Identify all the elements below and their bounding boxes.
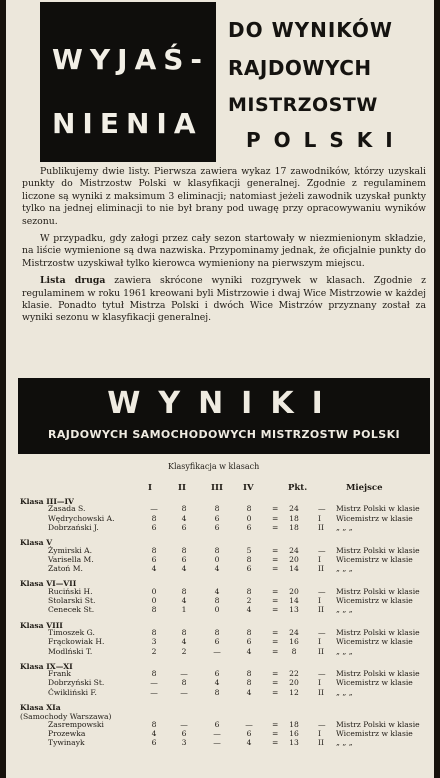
score-cell: 8 [246, 678, 252, 688]
score-cell: 2 [151, 646, 157, 656]
score-cell: 8 [151, 627, 157, 637]
place-cell: — [318, 669, 326, 679]
class-label: Klasa XIa [20, 703, 61, 712]
points-cell: 13 [289, 605, 299, 615]
place-cell: — [318, 719, 326, 729]
equals-sign: = [272, 627, 279, 637]
score-cell: 4 [246, 605, 252, 615]
equals-sign: = [272, 545, 279, 555]
driver-name: Prozewka [48, 728, 86, 738]
driver-name: Stolarski St. [48, 596, 96, 605]
place-cell: I [318, 596, 321, 605]
driver-name: Timoszek G. [48, 627, 95, 637]
score-cell: 2 [181, 646, 187, 656]
score-cell: 8 [151, 605, 157, 615]
magazine-page [6, 0, 434, 778]
score-cell: — [150, 504, 158, 514]
equals-sign: = [272, 646, 279, 656]
score-cell: 4 [181, 513, 187, 523]
driver-name: Frank [48, 669, 71, 679]
driver-name: Zatoń M. [48, 564, 83, 574]
place-cell: — [318, 627, 326, 637]
driver-name: Żymirski A. [48, 545, 93, 555]
place-cell: I [318, 513, 321, 523]
title-note: Wicemistrz w klasie [336, 728, 413, 738]
title-note: Mistrz Polski w klasie [336, 545, 420, 555]
score-cell: 3 [181, 738, 187, 748]
equals-sign: = [272, 637, 279, 647]
points-cell: 24 [289, 504, 299, 514]
place-cell: — [318, 504, 326, 514]
class-label: Klasa VI—VII [20, 579, 77, 589]
banner-title: WYNIKI [107, 386, 341, 421]
col-header-5: Pkt. [288, 483, 308, 493]
header-left-line1: WYJAŚ- [52, 43, 210, 76]
equals-sign: = [272, 728, 279, 738]
equals-sign: = [272, 738, 279, 748]
score-cell: 8 [214, 596, 220, 605]
intro-paragraph-3-bold: Lista druga [40, 275, 106, 287]
equals-sign: = [272, 605, 279, 615]
points-cell: 13 [289, 738, 299, 748]
score-cell: — [213, 646, 221, 656]
driver-name: Wędrychowski A. [48, 513, 115, 523]
place-cell: I [318, 678, 321, 688]
driver-name: Ćwikliński F. [48, 687, 97, 697]
score-cell: 6 [181, 728, 187, 738]
score-cell: 6 [214, 669, 220, 679]
points-cell: 24 [289, 545, 299, 555]
intro-paragraph-2: W przypadku, gdy załogi przez cały sezon startowały w niezmienionym składzie, na liście wymienione są dwa nazwiska. Przypominamy jednak, że oficjalnie punkty do Mistrzostw uzyskiwał tylko kierowca wymieniony na pierwszym miejscu. [22, 233, 426, 269]
points-cell: 20 [289, 586, 299, 596]
score-cell: 6 [151, 522, 157, 532]
results-table [6, 0, 434, 778]
title-note: „ „ „ [336, 605, 353, 615]
score-cell: 8 [181, 627, 187, 637]
title-note: „ „ „ [336, 646, 353, 656]
score-cell: 0 [214, 554, 220, 564]
col-header-1: I [148, 483, 152, 493]
score-cell: 4 [151, 728, 157, 738]
score-cell: 2 [246, 596, 252, 605]
score-cell: 8 [214, 687, 220, 697]
score-cell: 6 [246, 564, 252, 574]
place-cell: — [318, 586, 326, 596]
points-cell: 22 [289, 669, 299, 679]
score-cell: 8 [214, 504, 220, 514]
class-label: Klasa IX—XI [20, 661, 73, 671]
score-cell: 6 [246, 728, 252, 738]
driver-name: Ruciński H. [48, 586, 93, 596]
driver-name: Dobrzyński St. [48, 678, 105, 688]
score-cell: 6 [151, 554, 157, 564]
title-note: „ „ „ [336, 564, 353, 574]
points-cell: 18 [289, 522, 299, 532]
title-note: Mistrz Polski w klasie [336, 586, 420, 596]
score-cell: 4 [246, 646, 252, 656]
points-cell: 20 [289, 554, 299, 564]
score-cell: 4 [151, 564, 157, 574]
class-label: Klasa V [20, 538, 53, 548]
intro-paragraph-3-rest: zawiera skrócone wyniki rozgrywek w klasach. Zgodnie z regulaminem w roku 1961 kreowani byli Mistrzowie i dwaj Wice Mistrzowie w każdej klasie. Ponadto tytuł Mistrza Polski i dwóch Wice Mistrzów przyznany został za wyniki sezonu w klasyfikacji generalnej. [22, 275, 426, 324]
class-sublabel: (Samochody Warszawa) [20, 712, 112, 722]
points-cell: 14 [289, 564, 299, 574]
header-right-line1: DO WYNIKÓW [228, 18, 393, 42]
header-right-line4: POLSKI [246, 128, 406, 152]
equals-sign: = [272, 669, 279, 679]
points-cell: 12 [289, 687, 299, 697]
driver-name: Varisella M. [48, 554, 94, 564]
place-cell: I [318, 637, 321, 647]
title-note: Wicemistrz w klasie [336, 678, 413, 688]
place-cell: — [318, 545, 326, 555]
score-cell: — [180, 669, 188, 679]
score-cell: 6 [214, 513, 220, 523]
score-cell: 0 [246, 513, 252, 523]
title-note: Wicemistrz w klasie [336, 513, 413, 523]
table-group-header: Klasyfikacja w klasach [168, 462, 260, 471]
score-cell: 8 [151, 545, 157, 555]
points-cell: 18 [289, 513, 299, 523]
header-left-line2: NIENIA [52, 107, 203, 140]
title-note: Mistrz Polski w klasie [336, 719, 420, 729]
score-cell: 1 [181, 605, 187, 615]
score-cell: 8 [246, 627, 252, 637]
score-cell: 8 [181, 545, 187, 555]
score-cell: 8 [246, 554, 252, 564]
equals-sign: = [272, 586, 279, 596]
place-cell: II [318, 646, 324, 656]
points-cell: 8 [291, 646, 297, 656]
place-cell: II [318, 687, 324, 697]
equals-sign: = [272, 522, 279, 532]
score-cell: 4 [181, 596, 187, 605]
driver-name: Zasrempowski [48, 719, 104, 729]
col-header-3: III [211, 483, 223, 493]
score-cell: 4 [181, 564, 187, 574]
equals-sign: = [272, 719, 279, 729]
points-cell: 18 [289, 719, 299, 729]
score-cell: — [180, 687, 188, 697]
score-cell: 0 [151, 596, 157, 605]
driver-name: Dobrzański J. [48, 522, 99, 532]
score-cell: 3 [151, 637, 157, 647]
equals-sign: = [272, 504, 279, 514]
score-cell: 8 [151, 719, 157, 729]
score-cell: 8 [246, 669, 252, 679]
score-cell: 6 [181, 554, 187, 564]
score-cell: — [245, 719, 253, 729]
title-note: Mistrz Polski w klasie [336, 627, 420, 637]
header-right-line3: MISTRZOSTW [228, 94, 378, 116]
title-note: Wicemistrz w klasie [336, 596, 413, 605]
score-cell: — [213, 728, 221, 738]
place-cell: II [318, 564, 324, 574]
header-right-line2: RAJDOWYCH [228, 56, 372, 80]
score-cell: 5 [246, 545, 252, 555]
score-cell: 8 [151, 513, 157, 523]
points-cell: 16 [289, 728, 299, 738]
equals-sign: = [272, 596, 279, 605]
score-cell: 8 [181, 586, 187, 596]
title-note: Wicemistrz w klasie [336, 637, 413, 647]
title-note: „ „ „ [336, 738, 353, 748]
title-note: „ „ „ [336, 687, 353, 697]
score-cell: 4 [214, 678, 220, 688]
place-cell: I [318, 554, 321, 564]
score-cell: — [180, 719, 188, 729]
driver-name: Cenecek St. [48, 605, 95, 615]
score-cell: 8 [214, 545, 220, 555]
col-header-6: Miejsce [346, 483, 383, 493]
class-label: Klasa VIII [20, 620, 63, 630]
driver-name: Tywinayk [48, 738, 85, 748]
score-cell: 8 [214, 627, 220, 637]
place-cell: II [318, 522, 324, 532]
equals-sign: = [272, 564, 279, 574]
score-cell: 8 [246, 586, 252, 596]
place-cell: II [318, 605, 324, 615]
title-note: Mistrz Polski w klasie [336, 504, 420, 514]
score-cell: 6 [246, 637, 252, 647]
score-cell: 4 [246, 687, 252, 697]
points-cell: 20 [289, 678, 299, 688]
place-cell: I [318, 728, 321, 738]
score-cell: 6 [151, 738, 157, 748]
score-cell: 4 [181, 637, 187, 647]
driver-name: Frąckowiak H. [48, 637, 105, 647]
points-cell: 16 [289, 637, 299, 647]
score-cell: 6 [246, 522, 252, 532]
score-cell: 8 [151, 669, 157, 679]
points-cell: 24 [289, 627, 299, 637]
title-note: Wicemistrz w klasie [336, 554, 413, 564]
score-cell: 6 [214, 637, 220, 647]
intro-paragraph-1: Publikujemy dwie listy. Pierwsza zawiera wykaz 17 zawodników, którzy uzyskali punkty do Mistrzostw Polski w klasyfikacji generalnej. Zgodnie z regulaminem liczone są wyniki z maksimum 3 eliminacji; natomiast jeżeli zawodnik uzyskał punkty tylko na jednej eliminacji to nie był brany pod uwagę przy opracowywaniu wyników sezonu. [22, 166, 426, 227]
col-header-2: II [178, 483, 186, 493]
score-cell: 4 [246, 738, 252, 748]
points-cell: 14 [289, 596, 299, 605]
score-cell: — [150, 687, 158, 697]
driver-name: Zasada S. [48, 504, 86, 514]
score-cell: 6 [214, 719, 220, 729]
score-cell: 8 [181, 678, 187, 688]
equals-sign: = [272, 513, 279, 523]
score-cell: 8 [181, 504, 187, 514]
score-cell: 6 [214, 522, 220, 532]
score-cell: 6 [181, 522, 187, 532]
score-cell: 4 [214, 564, 220, 574]
class-label: Klasa III—IV [20, 497, 74, 506]
equals-sign: = [272, 678, 279, 688]
score-cell: 0 [151, 586, 157, 596]
score-cell: 0 [214, 605, 220, 615]
driver-name: Modlński T. [48, 646, 93, 656]
score-cell: 8 [246, 504, 252, 514]
title-note: Mistrz Polski w klasie [336, 669, 420, 679]
equals-sign: = [272, 554, 279, 564]
col-header-4: IV [243, 483, 254, 493]
title-note: „ „ „ [336, 522, 353, 532]
score-cell: — [150, 678, 158, 688]
place-cell: II [318, 738, 324, 748]
banner-subtitle: RAJDOWYCH SAMOCHODOWYCH MISTRZOSTW POLSKI [47, 428, 401, 441]
score-cell: 4 [214, 586, 220, 596]
score-cell: — [213, 738, 221, 748]
equals-sign: = [272, 687, 279, 697]
